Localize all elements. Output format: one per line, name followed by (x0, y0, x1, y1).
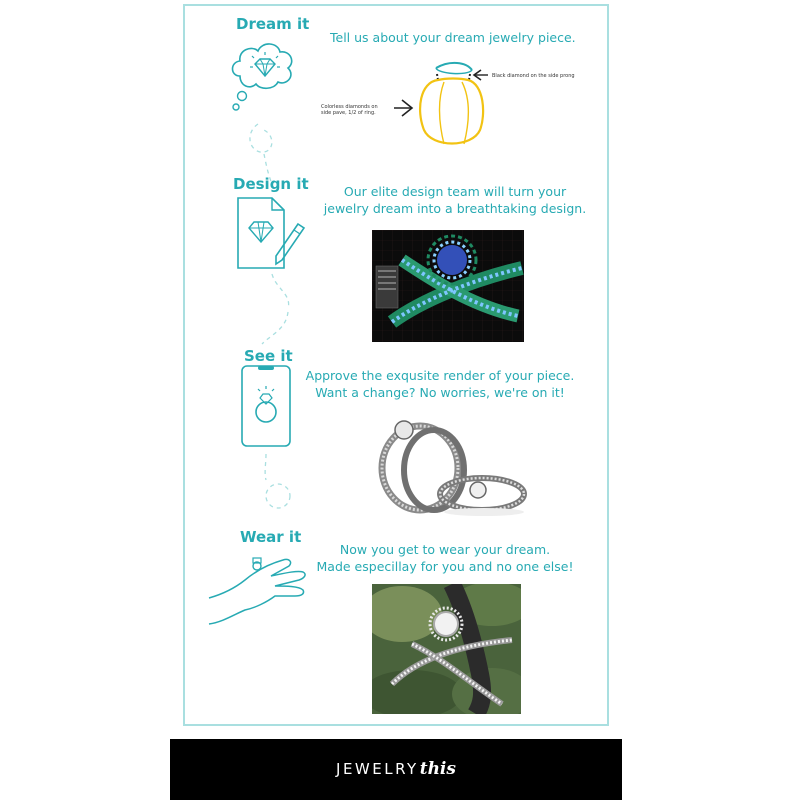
thought-cloud-diamond-icon (228, 34, 298, 184)
cad-render-image (372, 230, 524, 342)
brand-logo[interactable] (170, 759, 622, 779)
brand-word: JEWELRY (336, 760, 419, 778)
step-desc-design (310, 183, 600, 217)
step-title-wear: Wear it (240, 528, 302, 546)
annotation-line: Colorless diamonds on (321, 104, 378, 110)
design-document-pencil-icon (232, 194, 312, 359)
annotation-black-diamond: Black diamond on the side prong (492, 73, 575, 79)
silver-rings-graphic (352, 408, 532, 520)
footer-bar (170, 739, 622, 800)
ring-render-image (352, 408, 532, 520)
ring-on-plant-graphic (372, 584, 521, 714)
desc-line: Approve the exqusite render of your piece. (305, 368, 575, 383)
hand-ring-icon (205, 546, 315, 630)
step-desc-see (305, 367, 575, 401)
phone-ring-icon (238, 364, 308, 514)
desc-line: Tell us about your dream jewelry piece. (330, 30, 576, 45)
desc-line: Now you get to wear your dream. (339, 542, 551, 557)
step-title-design: Design it (233, 175, 309, 193)
annotation-line: side pave, 1/2 of ring. (321, 110, 376, 116)
desc-line: Our elite design team will turn your (343, 184, 567, 199)
desc-line: Want a change? No worries, we're on it! (315, 385, 565, 400)
step-desc-dream (330, 29, 576, 46)
step-title-dream: Dream it (236, 15, 310, 33)
desc-line: Made especillay for you and no one else! (316, 559, 574, 574)
annotation-colorless-diamonds (321, 104, 378, 116)
step-desc-wear (315, 541, 575, 575)
step-title-see: See it (244, 347, 293, 365)
ring-sketch-image (380, 58, 520, 150)
desc-line: jewelry dream into a breathtaking design. (323, 201, 587, 216)
brand-script: this (419, 759, 456, 779)
cad-ring-graphic (372, 230, 524, 342)
worn-ring-photo (372, 584, 521, 714)
